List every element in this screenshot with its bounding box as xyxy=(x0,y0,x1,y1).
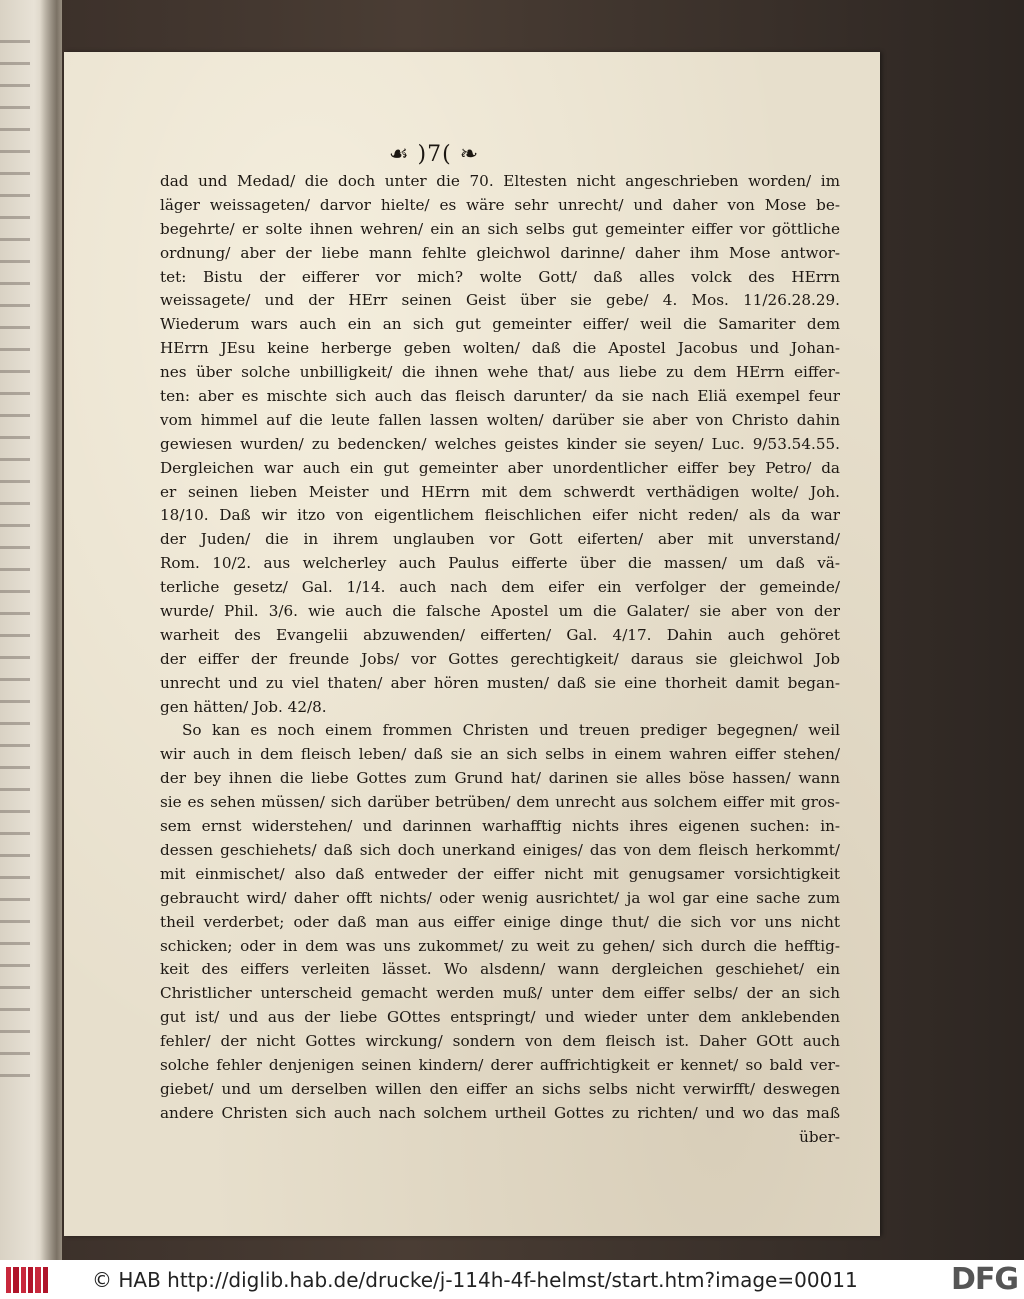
hab-logo-icon xyxy=(6,1267,48,1293)
text-line: sie es sehen müssen/ sich darüber betrüben/ dem unrecht aus solchem eiffer mit gros- xyxy=(160,793,840,812)
copyright-url[interactable]: © HAB http://diglib.hab.de/drucke/j-114h-4f-helmst/start.htm?image=00011 xyxy=(92,1268,858,1292)
text-line: der Juden/ die in ihrem unglauben vor Gott eiferten/ aber mit unverstand/ xyxy=(160,530,840,549)
text-line: theil verderbet; oder daß man aus eiffer einige dinge thut/ die sich vor uns nicht xyxy=(160,912,840,931)
text-line: terliche gesetz/ Gal. 1/14. auch nach dem eifer ein verfolger der gemeinde/ xyxy=(160,578,840,597)
text-line: vom himmel auf die leute fallen lassen wolten/ darüber sie aber von Christo dahin xyxy=(160,410,840,429)
text-line: gebraucht wird/ daher offt nichts/ oder wenig ausrichtet/ ja wol gar eine sache zum xyxy=(160,888,840,907)
text-line: der eiffer der freunde Jobs/ vor Gottes gerechtigkeit/ daraus sie gleichwol Job xyxy=(160,649,840,668)
text-line: Rom. 10/2. aus welcherley auch Paulus eifferte über die massen/ um daß vä- xyxy=(160,554,840,573)
text-line: mit einmischet/ also daß entweder der eiffer nicht mit genugsamer vorsichtigkeit xyxy=(160,864,840,883)
text-line: begehrte/ er solte ihnen wehren/ ein an sich selbs gut gemeinter eiffer vor göttliche xyxy=(160,219,840,238)
page-header-text: ☙ )7( ❧ xyxy=(388,142,480,167)
text-line: solche fehler denjenigen seinen kindern/ derer auffrichtigkeit er kennet/ so bald ver- xyxy=(160,1055,840,1074)
text-line: dessen geschiehets/ daß sich doch unerkand einiges/ das von dem fleisch herkommt/ xyxy=(160,840,840,859)
text-line: tet: Bistu der eifferer vor mich? wolte Gott/ daß alles volck des HErrn xyxy=(160,267,840,286)
text-line: läger weissageten/ darvor hielte/ es wäre sehr unrecht/ und daher von Mose be- xyxy=(160,195,840,214)
text-line: keit des eiffers verleiten lässet. Wo alsdenn/ wann dergleichen geschiehet/ ein xyxy=(160,960,840,979)
text-line: dad und Medad/ die doch unter die 70. Eltesten nicht angeschrieben worden/ im xyxy=(160,172,840,190)
catchword: über- xyxy=(799,1127,840,1146)
text-line: nes über solche unbilligkeit/ die ihnen wehe that/ aus liebe zu dem HErrn eiffer- xyxy=(160,363,840,382)
text-line: ten: aber es mischte sich auch das fleisch darunter/ da sie nach Eliä exempel feur xyxy=(160,387,840,406)
text-line: ordnung/ aber der liebe mann fehlte gleichwol darinne/ daher ihm Mose antwor- xyxy=(160,243,840,262)
dfg-logo: DFG xyxy=(950,1262,1018,1297)
text-line: Christlicher unterscheid gemacht werden muß/ unter dem eiffer selbs/ der an sich xyxy=(160,984,840,1003)
text-line: wurde/ Phil. 3/6. wie auch die falsche Apostel um die Galater/ sie aber von der xyxy=(160,602,840,621)
body-text xyxy=(160,170,840,1150)
text-line: unrecht und zu viel thaten/ aber hören musten/ daß sie eine thorheit damit began- xyxy=(160,673,840,692)
text-line: wir auch in dem fleisch leben/ daß sie an sich selbs in einem wahren eiffer stehen/ xyxy=(160,745,840,764)
text-line: Dergleichen war auch ein gut gemeinter aber unordentlicher eiffer bey Petro/ da xyxy=(160,458,840,477)
text-line: der bey ihnen die liebe Gottes zum Grund hat/ darinen sie alles böse hassen/ wann xyxy=(160,769,840,788)
text-line: gewiesen wurden/ zu bedencken/ welches geistes kinder sie seyen/ Luc. 9/53.54.55. xyxy=(160,434,840,453)
left-page-text-strip xyxy=(0,40,30,1090)
text-line: Wiederum wars auch ein an sich gut gemeinter eiffer/ weil die Samariter dem xyxy=(160,315,840,334)
text-line: HErrn JEsu keine herberge geben wolten/ daß die Apostel Jacobus und Johan- xyxy=(160,339,840,358)
footer-bar xyxy=(0,1260,1024,1299)
text-line: er seinen lieben Meister und HErrn mit dem schwerdt verthädigen wolte/ Joh. xyxy=(160,482,840,501)
text-line: warheit des Evangelii abzuwenden/ eifferten/ Gal. 4/17. Dahin auch gehöret xyxy=(160,625,840,644)
text-line: gut ist/ und aus der liebe GOttes entspringt/ und wieder unter dem anklebenden xyxy=(160,1008,840,1027)
text-line: schicken; oder in dem was uns zukommet/ zu weit zu gehen/ sich durch die hefftig- xyxy=(160,936,840,955)
page-number-header xyxy=(354,142,514,168)
text-line: giebet/ und um derselben willen den eiffer an sichs selbs nicht verwirfft/ deswegen xyxy=(160,1079,840,1098)
text-line: sem ernst widerstehen/ und darinnen warhafftig nichts ihres eigenen suchen: in- xyxy=(160,817,840,836)
text-line: gen hätten/ Job. 42/8. xyxy=(160,697,327,716)
scanned-page xyxy=(64,52,880,1236)
text-line: 18/10. Daß wir itzo von eigentlichem fleischlichen eifer nicht reden/ als da war xyxy=(160,506,840,525)
text-line: weissagete/ und der HErr seinen Geist über sie gebe/ 4. Mos. 11/26.28.29. xyxy=(160,291,840,310)
text-line: fehler/ der nicht Gottes wirckung/ sondern von dem fleisch ist. Daher GOtt auch xyxy=(160,1032,840,1051)
text-line: andere Christen sich auch nach solchem urtheil Gottes zu richten/ und wo das maß xyxy=(160,1103,840,1122)
text-line: So kan es noch einem frommen Christen und treuen prediger begegnen/ weil xyxy=(182,721,840,740)
